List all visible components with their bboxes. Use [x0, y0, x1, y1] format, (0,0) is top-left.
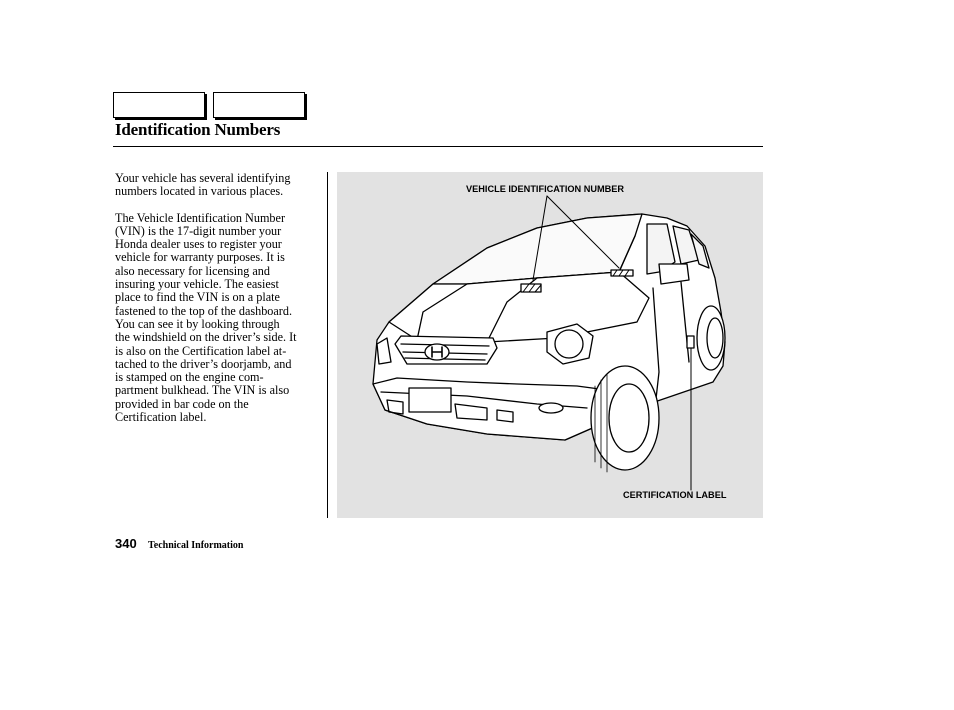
- vin-callout-label: VEHICLE IDENTIFICATION NUMBER: [466, 184, 625, 194]
- page-title: Identification Numbers: [115, 120, 281, 139]
- paragraph-intro: Your vehicle has several identifying numbers located in various places.: [115, 171, 291, 199]
- paragraph-vin: The Vehicle Identification Number (VIN) is the 17-digit number your Honda dealer uses to register your vehicle for warranty purposes. It is also necessary for licensing and insuring your vehicle. The easiest place to find the VIN is on a plate fastened to the top of the dashboard. You can see it by looking through the windshield on the driver’s side. It is also on the Certification label at- tached to the driver’s doorjamb, and is stamped on the engine com- partment bulkhead. The VIN is also provided in bar code on the Certification label.: [115, 210, 297, 425]
- column-divider: [327, 172, 328, 518]
- page-number: 340: [115, 536, 137, 551]
- nav-tab-2[interactable]: [213, 92, 305, 118]
- car-drawing: [337, 172, 763, 518]
- vehicle-illustration: [337, 172, 763, 518]
- certification-callout-label: CERTIFICATION LABEL: [623, 490, 727, 500]
- body-text: [115, 172, 323, 437]
- section-name: Technical Information: [148, 540, 244, 551]
- title-divider: [113, 146, 763, 147]
- nav-tab-1[interactable]: [113, 92, 205, 118]
